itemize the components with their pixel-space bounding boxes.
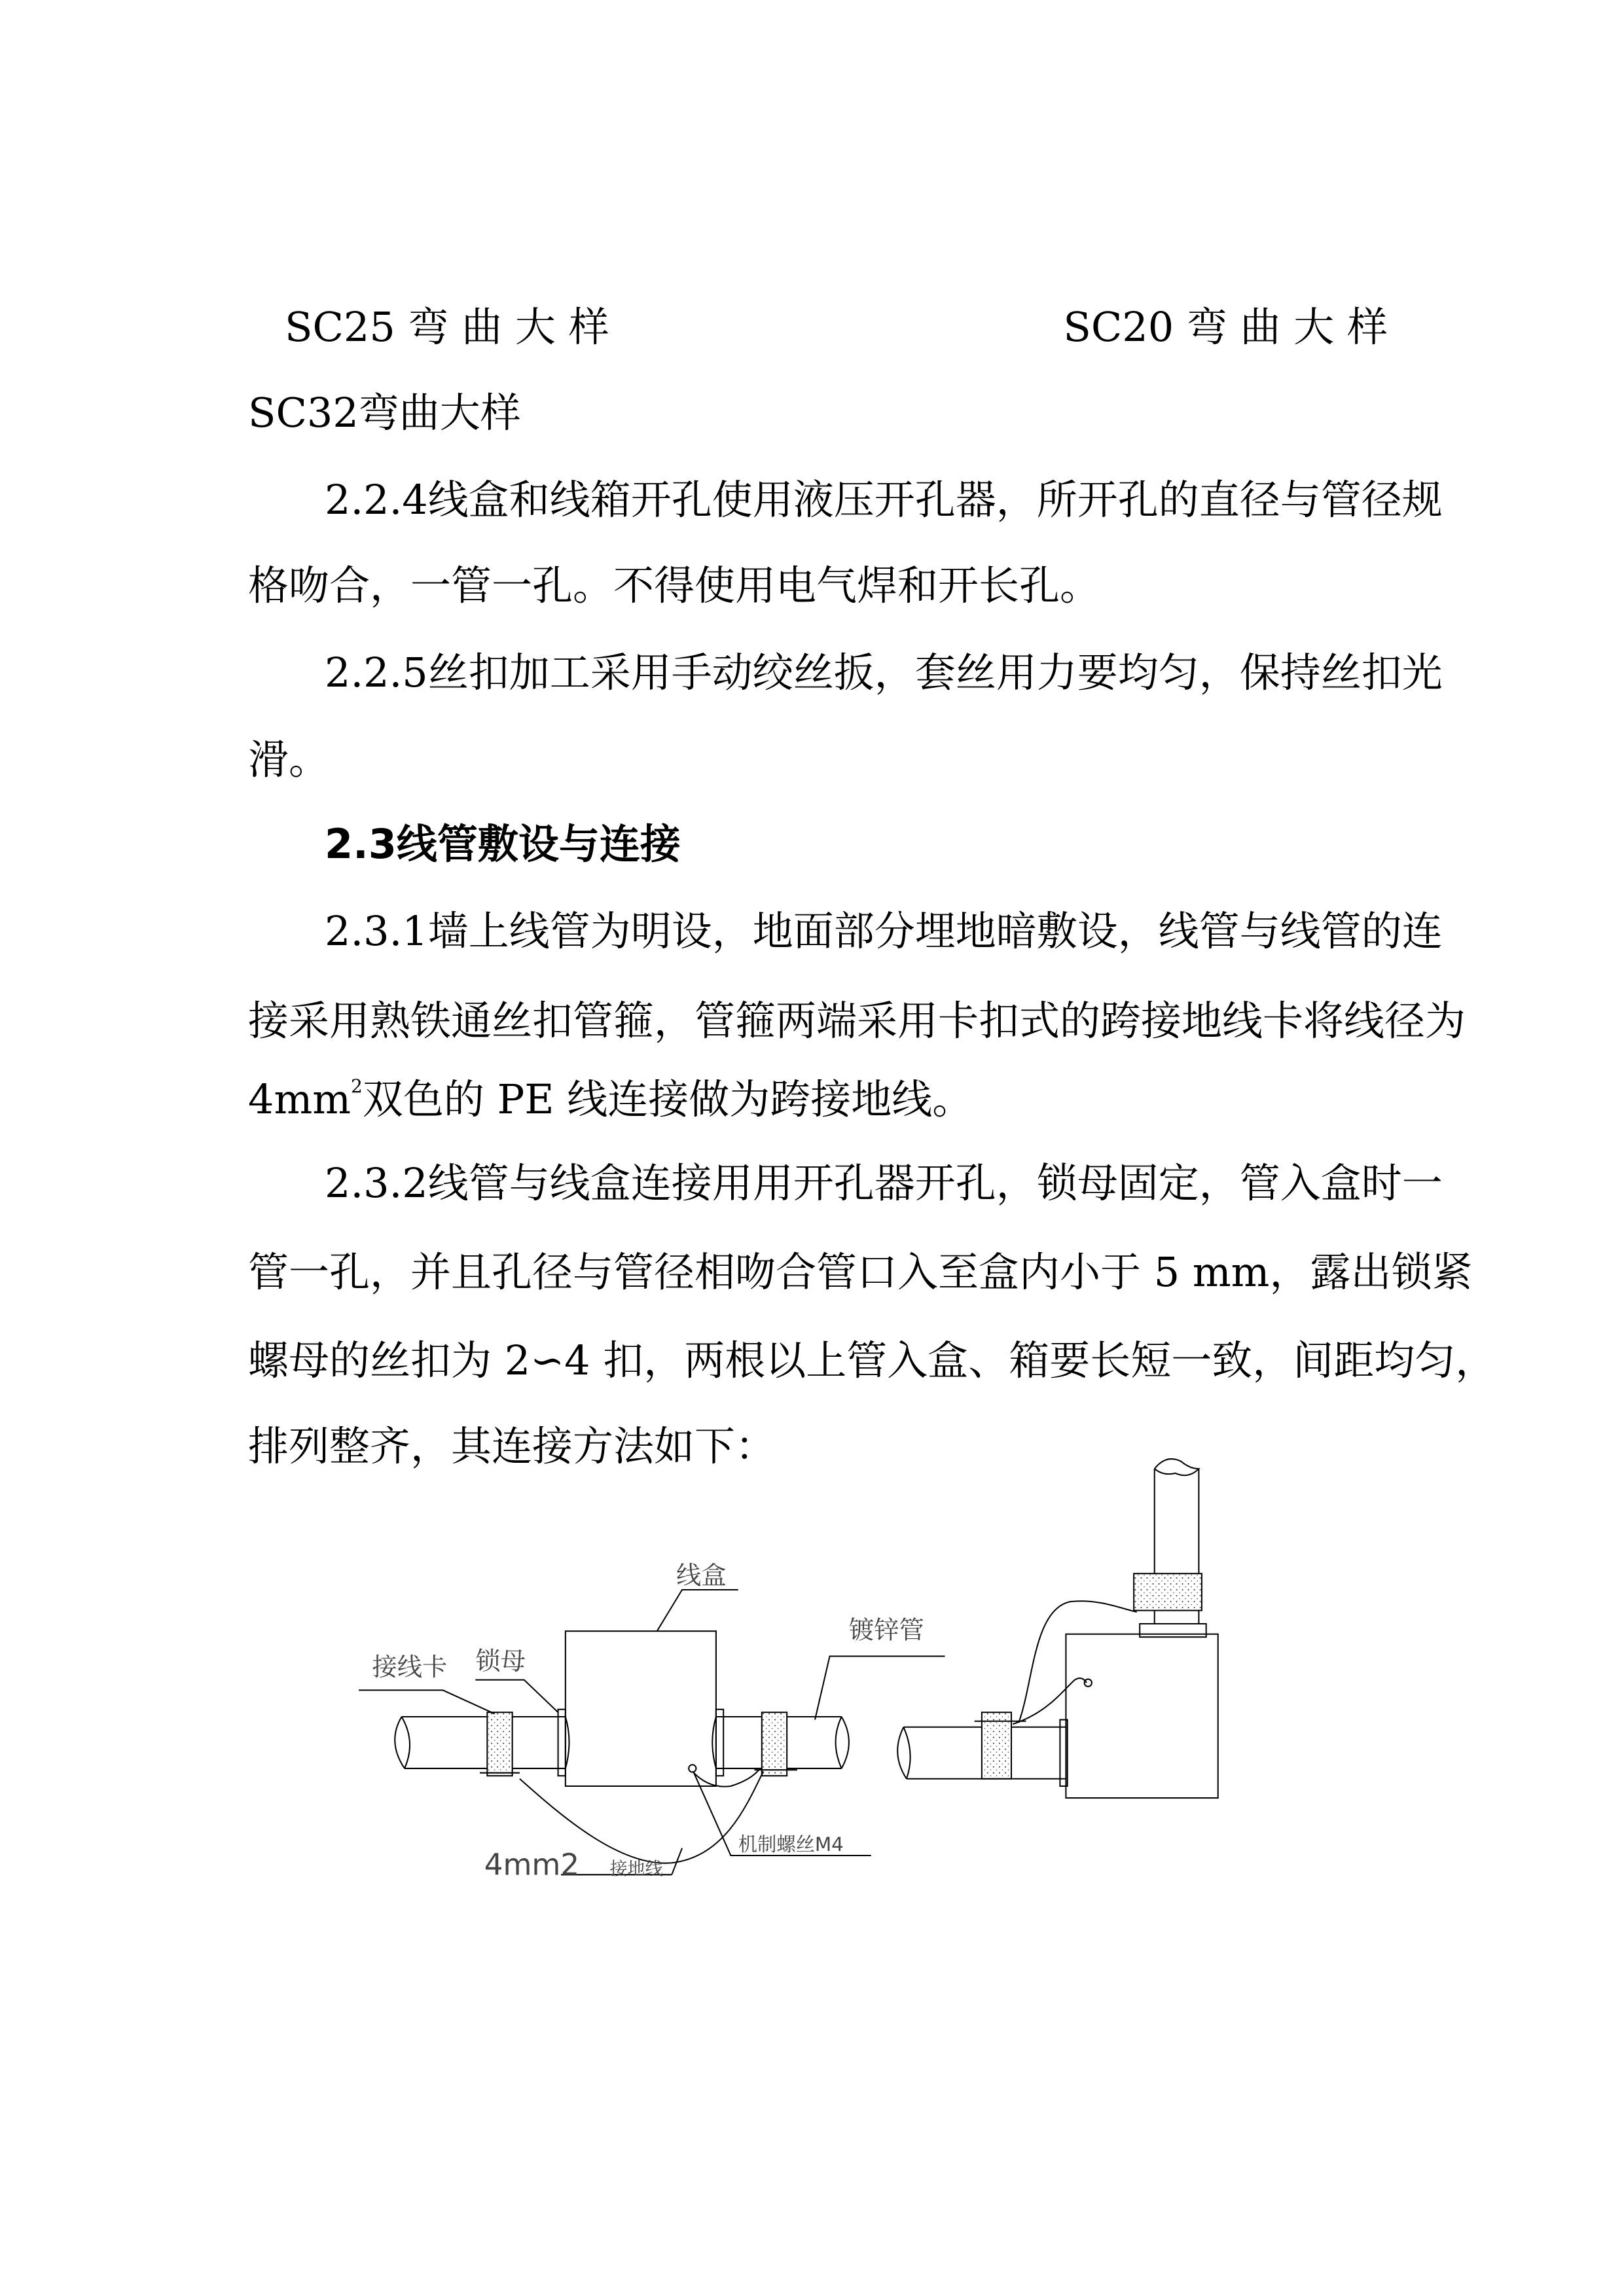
pipe-left: [395, 1717, 566, 1768]
p231-line3-rest: 双色的 PE 线连接做为跨接地线。: [362, 1075, 973, 1123]
section-heading: 2.3线管敷设与连接: [325, 820, 681, 868]
label-wire-size: 4mm2: [484, 1847, 580, 1882]
unit-text: 4mm: [248, 1075, 352, 1123]
caption-sc20: SC20 弯 曲 大 样: [1063, 303, 1388, 351]
label-screw: 机制螺丝M4: [738, 1833, 844, 1856]
junction-box-left: [566, 1631, 716, 1786]
p225-line1: 2.2.5丝扣加工采用手动绞丝扳，套丝用力要均匀，保持丝扣光: [325, 649, 1443, 696]
p232-line3: 螺母的丝扣为 2∽4 扣，两根以上管入盒、箱要长短一致，间距均匀，: [248, 1336, 1496, 1384]
locknut-left: [558, 1710, 569, 1776]
caption-sc32: SC32弯曲大样: [248, 389, 521, 437]
clamp-vertical: [1134, 1573, 1202, 1610]
unit-sup: 2: [351, 1075, 363, 1097]
p232-line2: 管一孔，并且孔径与管径相吻合管口入至盒内小于 5 mm，露出锁紧: [248, 1248, 1473, 1296]
label-clamp: 接线卡: [372, 1652, 448, 1682]
label-locknut: 锁母: [475, 1646, 526, 1676]
clamp-horizontal: [982, 1712, 1011, 1778]
p224-line2: 格吻合，一管一孔。不得使用电气焊和开长孔。: [248, 562, 1101, 609]
screw-left: [689, 1765, 696, 1772]
label-box: 线盒: [676, 1561, 727, 1591]
p224-line1: 2.2.4线盒和线箱开孔使用液压开孔器，所开孔的直径与管径规: [325, 476, 1443, 524]
caption-sc25: SC25 弯 曲 大 样: [285, 303, 609, 351]
p232-line4: 排列整齐，其连接方法如下：: [248, 1422, 776, 1470]
junction-box-right: [1066, 1634, 1218, 1798]
label-pipe: 镀锌管: [848, 1615, 924, 1645]
label-wire: 接地线: [609, 1859, 663, 1880]
p231-line2: 接采用熟铁通丝扣管箍，管箍两端采用卡扣式的跨接地线卡将线径为: [248, 997, 1466, 1045]
clamp-right: [762, 1712, 787, 1776]
p225-line2: 滑。: [248, 736, 330, 783]
p231-line1: 2.3.1墙上线管为明设，地面部分埋地暗敷设，线管与线管的连: [325, 907, 1443, 955]
clamp-left: [487, 1712, 512, 1776]
locknut-right: [712, 1710, 723, 1776]
p232-line1: 2.3.2线管与线盒连接用用开孔器开孔，锁母固定，管入盒时一: [325, 1159, 1443, 1207]
locknut-vertical: [1140, 1624, 1206, 1637]
